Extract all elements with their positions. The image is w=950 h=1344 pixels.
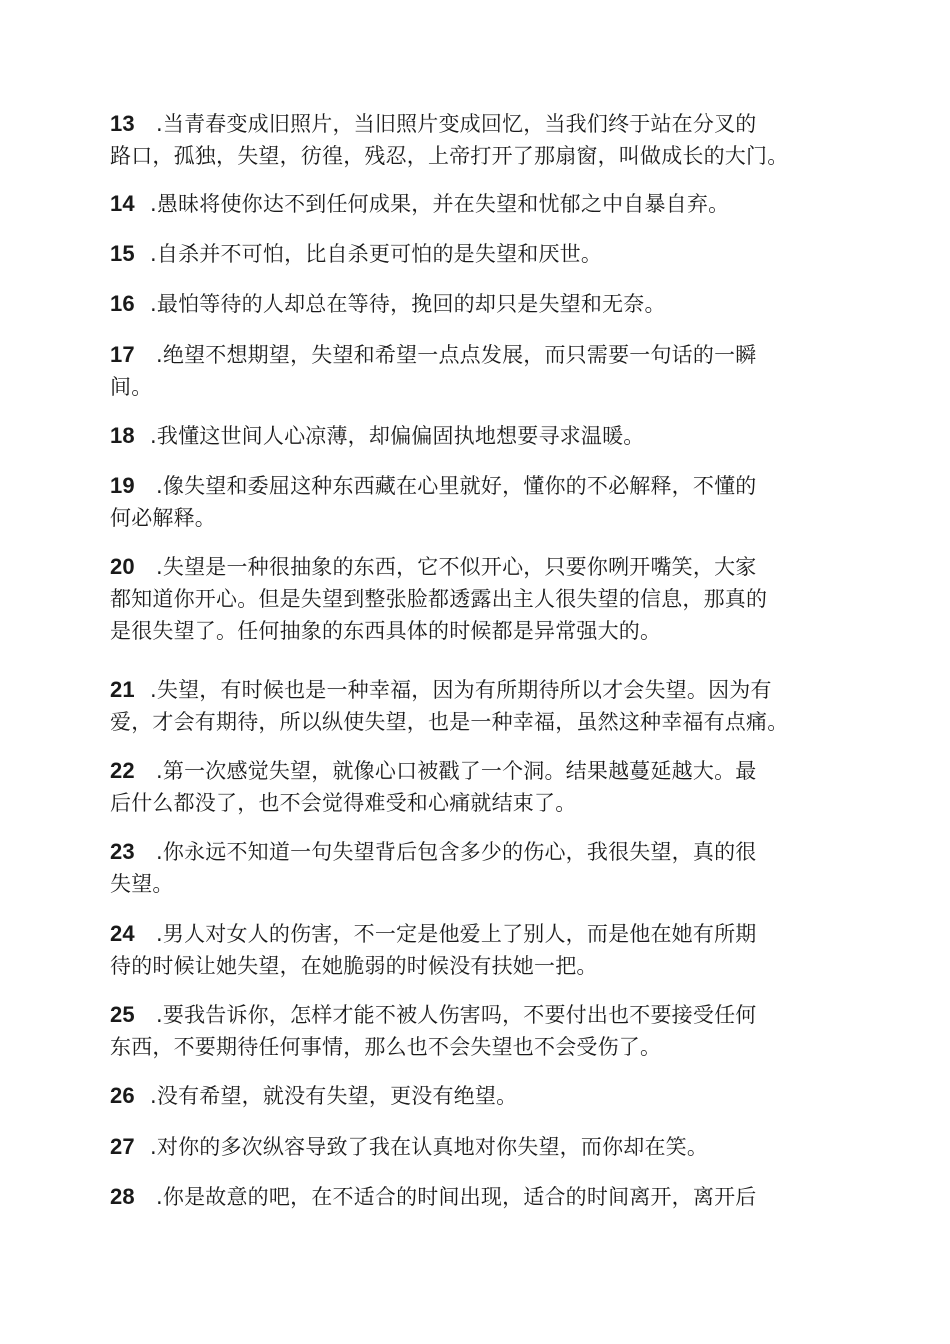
entry-17 bbox=[110, 339, 850, 403]
entry-text: .我懂这世间人心凉薄，却偏偏固执地想要寻求温暖。 bbox=[150, 424, 645, 448]
entry-text: .要我告诉你，怎样才能不被人伤害吗，不要付出也不要接受任何 bbox=[156, 1003, 757, 1027]
entry-text: 爱，才会有期待，所以纵使失望，也是一种幸福，虽然这种幸福有点痛。 bbox=[110, 710, 789, 734]
entry-20 bbox=[110, 551, 850, 647]
entry-line bbox=[110, 238, 850, 270]
entry-text: .愚昧将使你达不到任何成果，并在失望和忧郁之中自暴自弃。 bbox=[150, 192, 730, 216]
entry-text: .男人对女人的伤害，不一定是他爱上了别人，而是他在她有所期 bbox=[156, 922, 757, 946]
entry-number: 21 bbox=[110, 677, 135, 702]
entry-text: 东西，不要期待任何事情，那么也不会失望也不会受伤了。 bbox=[110, 1035, 662, 1059]
entry-text: 待的时候让她失望，在她脆弱的时候没有扶她一把。 bbox=[110, 954, 598, 978]
entry-line bbox=[110, 1031, 850, 1063]
entry-line bbox=[110, 1131, 850, 1163]
entry-21 bbox=[110, 674, 850, 738]
entry-number: 16 bbox=[110, 291, 135, 316]
entry-number: 20 bbox=[110, 554, 135, 579]
entry-number: 18 bbox=[110, 423, 135, 448]
entry-number: 26 bbox=[110, 1083, 135, 1108]
entry-16 bbox=[110, 288, 850, 320]
entry-line bbox=[110, 787, 850, 819]
entry-text: 失望。 bbox=[110, 872, 174, 896]
entry-line bbox=[110, 868, 850, 900]
entry-text: 路口，孤独，失望，彷徨，残忍，上帝打开了那扇窗，叫做成长的大门。 bbox=[110, 144, 789, 168]
entry-13 bbox=[110, 108, 850, 172]
entry-25 bbox=[110, 999, 850, 1063]
entry-text: .最怕等待的人却总在等待，挽回的却只是失望和无奈。 bbox=[150, 292, 666, 316]
entry-26 bbox=[110, 1080, 850, 1112]
entry-text: 后什么都没了，也不会觉得难受和心痛就结束了。 bbox=[110, 791, 577, 815]
entry-text: .你永远不知道一句失望背后包含多少的伤心，我很失望，真的很 bbox=[156, 840, 757, 864]
entry-line bbox=[110, 502, 850, 534]
entry-text: .你是故意的吧，在不适合的时间出现，适合的时间离开，离开后 bbox=[156, 1185, 757, 1209]
entry-line bbox=[110, 420, 850, 452]
entry-text: .当青春变成旧照片，当旧照片变成回忆，当我们终于站在分叉的 bbox=[156, 112, 757, 136]
entry-line bbox=[110, 615, 850, 647]
entry-line bbox=[110, 371, 850, 403]
entry-number: 17 bbox=[110, 342, 135, 367]
entry-line bbox=[110, 1181, 850, 1213]
entry-text: 何必解释。 bbox=[110, 506, 216, 530]
entry-19 bbox=[110, 470, 850, 534]
entry-line bbox=[110, 470, 850, 502]
entry-18 bbox=[110, 420, 850, 452]
entry-23 bbox=[110, 836, 850, 900]
entry-number: 27 bbox=[110, 1134, 135, 1159]
entry-number: 22 bbox=[110, 758, 135, 783]
entry-14 bbox=[110, 188, 850, 220]
entry-line bbox=[110, 918, 850, 950]
entry-line bbox=[110, 706, 850, 738]
entry-text: 间。 bbox=[110, 375, 153, 399]
entry-line bbox=[110, 108, 850, 140]
entry-line bbox=[110, 674, 850, 706]
entry-text: .像失望和委屈这种东西藏在心里就好，懂你的不必解释，不懂的 bbox=[156, 474, 757, 498]
entry-number: 28 bbox=[110, 1184, 135, 1209]
entry-line bbox=[110, 551, 850, 583]
entry-number: 24 bbox=[110, 921, 135, 946]
entry-text: .绝望不想期望，失望和希望一点点发展，而只需要一句话的一瞬 bbox=[156, 343, 757, 367]
entry-27 bbox=[110, 1131, 850, 1163]
entry-line bbox=[110, 755, 850, 787]
entry-28 bbox=[110, 1181, 850, 1213]
entry-line bbox=[110, 188, 850, 220]
entry-line bbox=[110, 999, 850, 1031]
entry-line bbox=[110, 140, 850, 172]
entry-text: .失望是一种很抽象的东西，它不似开心，只要你咧开嘴笑，大家 bbox=[156, 555, 757, 579]
entry-line bbox=[110, 836, 850, 868]
entry-number: 23 bbox=[110, 839, 135, 864]
entry-number: 25 bbox=[110, 1002, 135, 1027]
entry-number: 15 bbox=[110, 241, 135, 266]
entry-line bbox=[110, 339, 850, 371]
entry-text: 是很失望了。任何抽象的东西具体的时候都是异常强大的。 bbox=[110, 619, 662, 643]
entry-number: 14 bbox=[110, 191, 135, 216]
entry-line bbox=[110, 950, 850, 982]
entry-text: .对你的多次纵容导致了我在认真地对你失望，而你却在笑。 bbox=[150, 1135, 709, 1159]
entry-line bbox=[110, 288, 850, 320]
entry-number: 13 bbox=[110, 111, 135, 136]
entry-text: .失望，有时候也是一种幸福，因为有所期待所以才会失望。因为有 bbox=[150, 678, 772, 702]
entry-text: .第一次感觉失望，就像心口被戳了一个洞。结果越蔓延越大。最 bbox=[156, 759, 757, 783]
entry-15 bbox=[110, 238, 850, 270]
entry-24 bbox=[110, 918, 850, 982]
entry-number: 19 bbox=[110, 473, 135, 498]
entry-text: 都知道你开心。但是失望到整张脸都透露出主人很失望的信息，那真的 bbox=[110, 587, 768, 611]
entry-line bbox=[110, 1080, 850, 1112]
entry-line bbox=[110, 583, 850, 615]
entry-text: .自杀并不可怕，比自杀更可怕的是失望和厌世。 bbox=[150, 242, 603, 266]
entry-text: .没有希望，就没有失望，更没有绝望。 bbox=[150, 1084, 518, 1108]
entry-22 bbox=[110, 755, 850, 819]
